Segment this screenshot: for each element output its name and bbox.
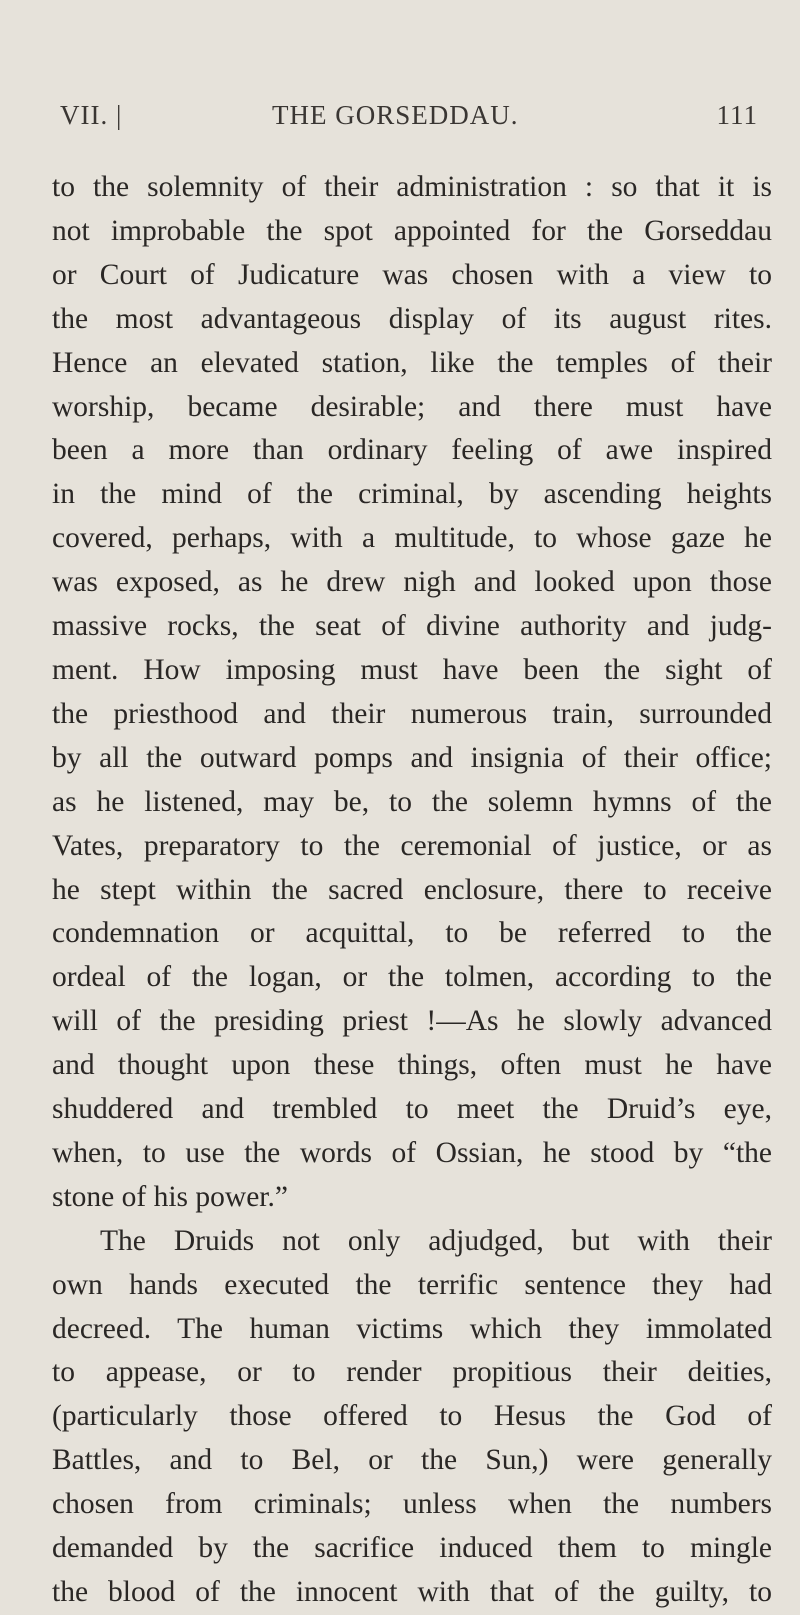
paragraph-start-line: The Druids not only adjudged, but with their	[100, 1224, 772, 1257]
text-line: been a more than ordinary feeling of awe inspired	[52, 434, 772, 467]
text-line: ment. How imposing must have been the sight of	[52, 653, 772, 686]
text-line: decreed. The human victims which they immolated	[52, 1312, 772, 1345]
text-line: shuddered and trembled to meet the Druid’s eye,	[52, 1093, 772, 1126]
text-line: (particularly those offered to Hesus the God of	[52, 1400, 772, 1433]
text-line: ordeal of the logan, or the tolmen, according to the	[52, 961, 772, 994]
text-line: will of the presiding priest !—As he slowly advanced	[52, 1005, 772, 1038]
text-line: to the solemnity of their administration : so that it is	[52, 171, 772, 203]
text-line: condemnation or acquittal, to be referred to the	[52, 917, 772, 950]
text-line: when, to use the words of Ossian, he stood by “the	[52, 1136, 772, 1169]
text-line: in the mind of the criminal, by ascending heights	[52, 478, 772, 511]
text-line: by all the outward pomps and insignia of their office;	[52, 741, 772, 774]
text-line: Hence an elevated station, like the temples of their	[52, 346, 772, 379]
text-line: Battles, and to Bel, or the Sun,) were generally	[52, 1444, 772, 1477]
text-line: demanded by the sacrifice induced them to mingle	[52, 1532, 772, 1565]
text-line: Vates, preparatory to the ceremonial of justice, or as	[52, 829, 772, 862]
text-line: covered, perhaps, with a multitude, to whose gaze he	[52, 522, 772, 555]
text-line: worship, became desirable; and there must have	[52, 390, 772, 423]
running-head	[60, 100, 764, 150]
paragraph-end-line: stone of his power.”	[52, 1180, 288, 1213]
text-line: the blood of the innocent with that of the guilty, to	[52, 1576, 772, 1608]
text-line: the most advantageous display of its august rites.	[52, 302, 772, 335]
text-line: massive rocks, the seat of divine authority and judg-	[52, 610, 772, 643]
text-line: as he listened, may be, to the solemn hymns of the	[52, 785, 772, 818]
text-line: to appease, or to render propitious their deities,	[52, 1356, 772, 1389]
text-line: or Court of Judicature was chosen with a view to	[52, 258, 772, 291]
text-line: and thought upon these things, often must he have	[52, 1049, 772, 1082]
text-line: was exposed, as he drew nigh and looked upon those	[52, 566, 772, 599]
running-title: THE GORSEDDAU.	[272, 100, 519, 130]
text-line: own hands executed the terrific sentence they had	[52, 1268, 772, 1301]
text-line: not improbable the spot appointed for the Gorseddau	[52, 214, 772, 247]
page-number: 111	[716, 100, 758, 130]
text-line: chosen from criminals; unless when the numbers	[52, 1488, 772, 1521]
text-line: the priesthood and their numerous train, surrounded	[52, 697, 772, 730]
text-line: he stept within the sacred enclosure, there to receive	[52, 873, 772, 906]
chapter-number: VII. |	[60, 100, 123, 130]
body-text	[52, 166, 772, 1615]
